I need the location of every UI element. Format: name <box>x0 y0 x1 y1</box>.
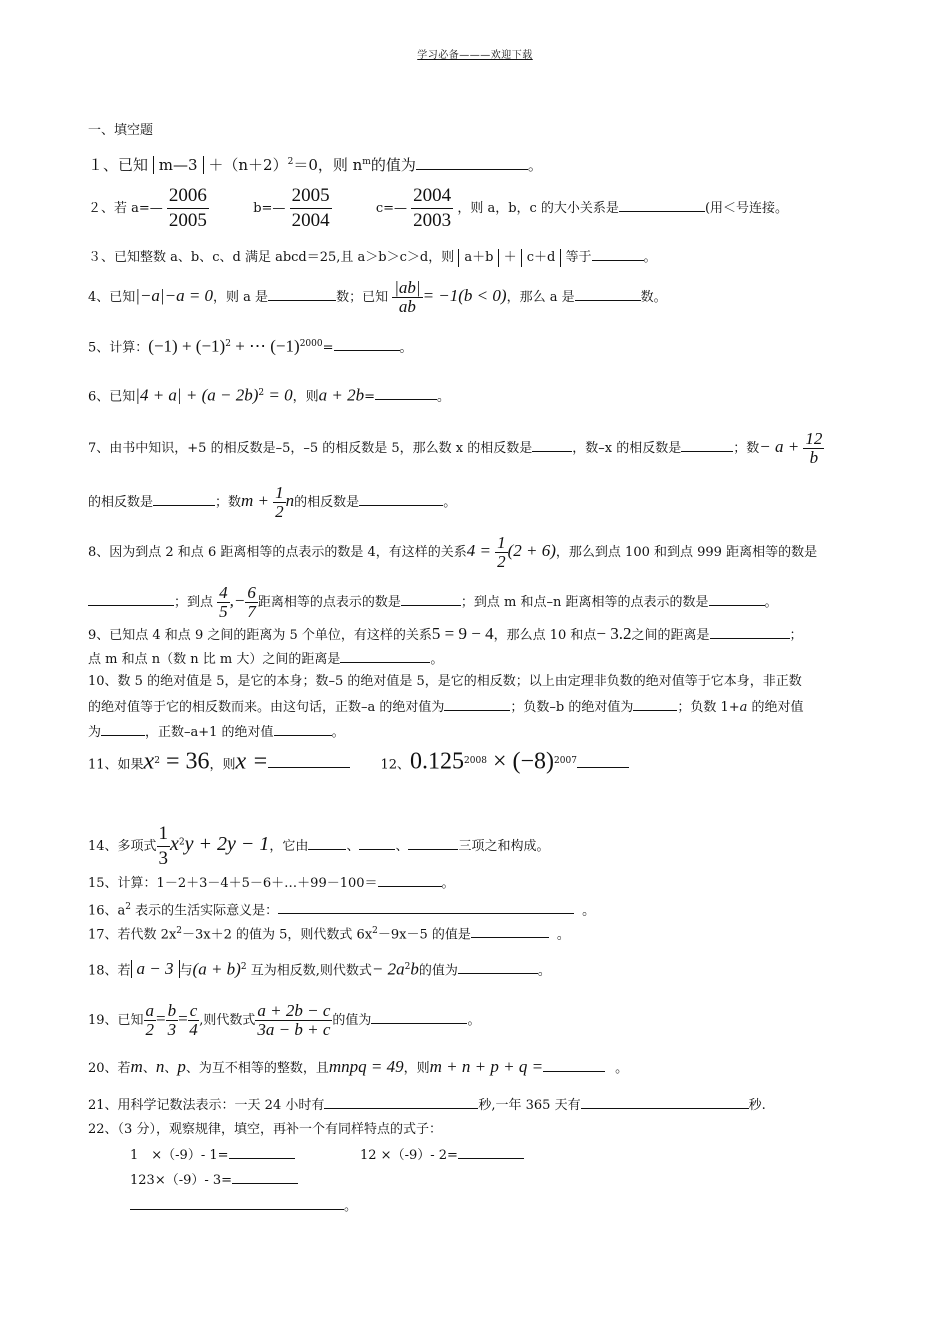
q11-text: 11、如果 <box>88 757 144 773</box>
q5-eq: = <box>322 340 334 356</box>
q20-text-2: 、为互不相等的整数，且 <box>185 1061 329 1076</box>
q14-math-2: y + 2y − 1 <box>184 833 270 855</box>
q18-text-3: 互为相反数,则代数式 <box>246 963 372 979</box>
q22-answer-blank-2[interactable] <box>458 1146 524 1159</box>
question-21 <box>88 1096 766 1115</box>
q2-fraction-a <box>167 184 209 233</box>
q8b-fraction-2 <box>245 584 258 621</box>
q1-abs <box>153 156 204 174</box>
q18-text-2: 与 <box>179 963 193 979</box>
q4-fraction <box>392 279 422 316</box>
q19-eq-1: = <box>156 1009 166 1028</box>
q19-eq-2: = <box>178 1009 188 1028</box>
q22-expr-3: 123×（-9）- 3= <box>130 1173 233 1188</box>
q22-expr-2: 12 ×（-9）- 2= <box>360 1148 458 1163</box>
q14-exp: 2 <box>178 837 185 848</box>
q8-math: 4 = <box>466 541 491 560</box>
denominator: 3a − b + c <box>257 1020 331 1039</box>
q3-text-2: 等于 <box>565 250 592 265</box>
numerator: 12 <box>805 429 823 448</box>
q22-row-3 <box>130 1197 357 1216</box>
q9b-end: 。 <box>430 652 444 667</box>
q9-answer-blank-1[interactable] <box>710 626 790 639</box>
q19-fraction-c <box>188 1002 200 1039</box>
question-4 <box>88 279 667 316</box>
q7-text-2: ，数–x 的相反数是 <box>572 441 682 456</box>
q19-text-3: 的值为 <box>332 1013 372 1028</box>
q3-answer-blank[interactable] <box>592 248 644 261</box>
q22-answer-blank-4[interactable] <box>130 1197 344 1210</box>
q14-answer-blank-1[interactable] <box>308 837 346 850</box>
q20-sep-1: 、 <box>142 1061 156 1076</box>
question-15 <box>88 874 455 893</box>
q10b-var: a <box>739 700 748 715</box>
denominator: 2 <box>275 502 284 521</box>
q19-end: 。 <box>467 1013 481 1028</box>
q4-text-2: ，则 a 是 <box>213 290 269 305</box>
q5-answer-blank[interactable] <box>334 338 400 351</box>
q9-math: 5 = 9 − 4 <box>431 624 494 643</box>
q10c-text: 为 <box>88 725 102 740</box>
question-10-cont <box>88 698 804 717</box>
q20-answer-blank[interactable] <box>543 1059 605 1072</box>
q2-text-d: ，则 a，b，c 的大小关系是 <box>457 201 619 216</box>
question-10-cont-2 <box>88 723 345 742</box>
question-20 <box>88 1058 628 1078</box>
q14-end: 三项之和构成。 <box>458 839 550 854</box>
q21-answer-blank-1[interactable] <box>324 1096 478 1109</box>
q7b-text-3: 的相反数是 <box>294 495 360 510</box>
q6-text: 6、已知 <box>88 389 136 405</box>
q1-text-2: ＋（n＋2） <box>208 156 288 174</box>
question-6 <box>88 384 450 406</box>
q22-expr-1: 1 ×（-9）- 1= <box>130 1148 229 1163</box>
q20-var-p: p <box>177 1057 186 1076</box>
q1-exp: 2 <box>287 157 294 167</box>
q21-end: 秒. <box>748 1098 766 1113</box>
q22-row-1 <box>130 1146 295 1165</box>
question-8 <box>88 534 817 571</box>
q4-answer-blank-2[interactable] <box>575 288 641 301</box>
q14-answer-blank-2[interactable] <box>359 837 395 850</box>
q7-fraction <box>803 430 824 467</box>
question-7 <box>88 430 824 467</box>
question-18 <box>88 958 551 980</box>
q10c-end: 。 <box>331 725 345 740</box>
q3-abs-1 <box>458 249 499 267</box>
q7-math: − a + <box>759 437 800 456</box>
q19-text: 19、已知 <box>88 1013 144 1028</box>
q18-exp-2: 2 <box>404 962 411 972</box>
q14-text-2: ，它由 <box>269 839 309 854</box>
q16-answer-blank[interactable] <box>278 901 574 914</box>
q10c-text-2: ，正数–a+1 的绝对值 <box>145 725 274 740</box>
question-1 <box>88 153 543 174</box>
denominator: 3 <box>158 848 169 869</box>
q10b-text-3: ；负数 1+ <box>677 700 740 715</box>
q8b-text-2: 距离相等的点表示的数是 <box>257 595 401 610</box>
q11-exp: 2 <box>154 756 160 766</box>
q7b-fraction <box>273 484 286 521</box>
q9b-text: 点 m 和点 n（数 n 比 m 大）之间的距离是 <box>88 652 341 667</box>
q4-text-3: 数；已知 <box>336 290 389 305</box>
q17-answer-blank[interactable] <box>471 925 549 938</box>
question-22: 22、（3 分），观察规律，填空，再补一个有同样特点的式子： <box>88 1122 442 1137</box>
q11-math-3: x = <box>235 748 269 775</box>
q14-answer-blank-3[interactable] <box>408 837 458 850</box>
q12-math: 0.125 <box>410 748 465 775</box>
numerator: 1 <box>275 483 284 502</box>
question-7-cont <box>88 484 456 521</box>
q1-text: １、已知 <box>88 156 149 174</box>
q19-fraction-a <box>144 1002 157 1039</box>
numerator: 2006 <box>167 184 209 209</box>
q19-answer-blank[interactable] <box>371 1011 467 1024</box>
q20-math-2: m + n + p + q = <box>429 1057 544 1076</box>
q8-text-2: ，那么到点 100 和到点 999 距离相等的数是 <box>555 545 818 560</box>
q1-end: 。 <box>527 156 543 174</box>
numerator: b <box>167 1001 177 1020</box>
denominator: b <box>809 448 819 467</box>
q7-text-3: ；数 <box>733 441 760 456</box>
numerator: 1 <box>497 533 506 552</box>
q10b-text: 的绝对值等于它的相反数而来。由这句话，正数–a 的绝对值为 <box>88 700 445 715</box>
q8b-text-3: ；到点 m 和点–n 距离相等的点表示的数是 <box>460 595 709 610</box>
denominator: 7 <box>247 602 256 621</box>
q8b-fraction-1 <box>217 584 230 621</box>
q10-answer-blank-3[interactable] <box>101 723 145 736</box>
q20-math: mnpq = 49 <box>328 1057 404 1076</box>
numerator: c <box>189 1001 198 1020</box>
q22-row-1b <box>360 1146 524 1165</box>
q10b-text-4: 的绝对值 <box>747 700 804 715</box>
q10-answer-blank-1[interactable] <box>444 698 510 711</box>
q8b-math: ,− <box>229 591 246 610</box>
q19-fraction-b <box>166 1002 179 1039</box>
q2-fraction-c <box>411 184 453 233</box>
q8-answer-blank-3[interactable] <box>709 593 765 606</box>
q5-end: 。 <box>399 340 413 356</box>
q9-text-3: 之间的距离是 <box>631 628 710 643</box>
q1-text-4: 的值为 <box>370 156 416 174</box>
q8-text: 8、因为到点 2 和点 6 距离相等的点表示的数是 4，有这样的关系 <box>88 545 467 560</box>
page-header: 学习必备———欢迎下载 <box>417 50 533 61</box>
question-19 <box>88 1002 480 1039</box>
q1-text-3: ＝0，则 n <box>293 156 363 174</box>
q18-math: (a + b) <box>192 959 241 979</box>
q20-text-3: ，则 <box>403 1061 430 1076</box>
q6-answer-blank[interactable] <box>375 387 437 400</box>
q18-exp: 2 <box>240 962 247 972</box>
q5-exp-2: 2000 <box>299 339 323 349</box>
q22-end: 。 <box>344 1199 358 1214</box>
q6-math-3: a + 2b <box>318 385 365 405</box>
denominator: 2 <box>497 552 506 571</box>
q19-fraction-expr <box>255 1002 332 1039</box>
q7-text: 7、由书中知识，+5 的相反数是–5，–5 的相反数是 5，那么数 x 的相反数是 <box>88 441 533 456</box>
denominator: 3 <box>167 1020 177 1039</box>
numerator: 6 <box>247 583 256 602</box>
q20-sep-2: 、 <box>164 1061 178 1076</box>
q18-end: 。 <box>537 963 551 979</box>
q21-text: 21、用科学记数法表示：一天 24 小时有 <box>88 1098 325 1113</box>
q2-fraction-b <box>290 184 332 233</box>
q3-end: 。 <box>643 250 657 265</box>
q1-exp-2: m <box>362 157 371 167</box>
q5-math: (−1) + (−1) <box>148 336 226 356</box>
numerator: 1 <box>157 822 171 847</box>
q8-math-2: (2 + 6) <box>507 541 556 560</box>
q10b-text-2: ；负数–b 的绝对值为 <box>510 700 634 715</box>
q7b-end: 。 <box>443 495 457 510</box>
q3-abs-2 <box>521 249 562 267</box>
question-2 <box>88 184 788 233</box>
denominator: 2004 <box>291 210 330 231</box>
q17-end: 。 <box>556 927 570 943</box>
q2-text-c: c=— <box>375 201 408 216</box>
question-8-cont <box>88 584 778 621</box>
question-3 <box>88 248 657 267</box>
q16-text: 16、a <box>88 903 126 919</box>
q9-end: ； <box>789 628 803 643</box>
denominator: 2 <box>145 1020 155 1039</box>
q9-math-2: − 3.2 <box>596 624 632 643</box>
question-9-cont <box>88 650 443 669</box>
numerator: 4 <box>219 583 228 602</box>
q17-text: 17、若代数 2x <box>88 927 177 943</box>
q16-end: 。 <box>582 903 596 919</box>
q14-fraction <box>157 822 171 871</box>
q4-answer-blank-1[interactable] <box>268 288 336 301</box>
q12-math-2: × (−8) <box>486 748 555 775</box>
denominator: 4 <box>189 1020 198 1039</box>
question-14 <box>88 822 549 871</box>
q6-math: |4 + a| + (a − 2b) <box>135 385 259 405</box>
denominator: 5 <box>219 602 228 621</box>
numerator: 2005 <box>290 184 332 209</box>
q7b-math-2: n <box>285 491 295 510</box>
q10-answer-blank-4[interactable] <box>274 723 332 736</box>
q18-text: 18、若 <box>88 963 131 979</box>
q2-text: ２、若 a=— <box>88 201 163 216</box>
q20-var-m: m <box>130 1057 143 1076</box>
numerator: |ab| <box>394 278 421 297</box>
q11-answer-blank[interactable] <box>268 755 350 768</box>
q7b-math: m + <box>241 491 270 510</box>
q4-end: 数。 <box>640 290 667 305</box>
q18-answer-blank[interactable] <box>458 961 538 974</box>
denominator: 2005 <box>168 210 207 231</box>
q5-exp: 2 <box>225 339 231 349</box>
q8-answer-blank-1[interactable] <box>88 593 174 606</box>
q19-text-2: ,则代数式 <box>199 1013 256 1028</box>
section-title: 一、填空题 <box>88 123 154 138</box>
question-5 <box>88 335 413 357</box>
q4-math-1: |−a|−a = 0 <box>135 286 214 305</box>
q10-answer-blank-2[interactable] <box>633 698 677 711</box>
q18-math-3: b <box>410 959 419 979</box>
q7b-text: 的相反数是 <box>88 495 154 510</box>
numerator: 2004 <box>411 184 453 209</box>
q18-abs: a − 3 <box>131 960 180 978</box>
q14-sep-2: 、 <box>395 839 409 854</box>
q6-eq: = <box>364 389 375 405</box>
q6-end: 。 <box>437 389 451 405</box>
q12-answer-blank[interactable] <box>577 755 629 768</box>
q8b-text: ；到点 <box>174 595 214 610</box>
q7b-text-2: ；数 <box>215 495 242 510</box>
numerator: a <box>145 1001 155 1020</box>
q1-abs-expr: m—3 <box>158 156 198 174</box>
q17-exp-2: 2 <box>372 926 378 936</box>
q11-math-2: = 36 <box>159 748 210 775</box>
q15-end: 。 <box>441 876 455 891</box>
q14-math: x <box>170 833 179 855</box>
q22-row-2 <box>130 1171 298 1190</box>
q21-answer-blank-2[interactable] <box>581 1096 749 1109</box>
q8-fraction <box>495 534 508 571</box>
question-17 <box>88 922 570 944</box>
q6-exp: 2 <box>258 388 265 398</box>
q1-answer-blank[interactable] <box>416 157 528 170</box>
q16-exp: 2 <box>125 902 132 912</box>
q7-answer-blank-2[interactable] <box>681 439 733 452</box>
q3-text: ３、已知整数 a、b、c、d 满足 abcd＝25,且 a＞b＞c＞d，则 <box>88 250 455 265</box>
question-9 <box>88 625 803 645</box>
q3-abs-expr-1: a＋b <box>464 250 494 265</box>
q5-text: 5、计算： <box>88 340 149 356</box>
q2-answer-blank[interactable] <box>619 199 705 212</box>
question-16 <box>88 898 595 920</box>
q15-text: 15、计算：1－2＋3－4＋5－6＋…＋99－100＝ <box>88 876 378 891</box>
q6-text-2: ，则 <box>292 389 319 405</box>
q20-var-n: n <box>155 1057 165 1076</box>
q20-end: 。 <box>615 1061 629 1076</box>
q11-text-2: ，则 <box>209 757 236 773</box>
q2-text-b: b=— <box>253 201 286 216</box>
q22-answer-blank-1[interactable] <box>229 1146 295 1159</box>
q8-answer-blank-2[interactable] <box>401 593 461 606</box>
q17-exp: 2 <box>176 926 183 936</box>
q7-answer-blank-1[interactable] <box>532 439 572 452</box>
q14-text: 14、多项式 <box>88 839 157 854</box>
q9-answer-blank-2[interactable] <box>340 650 430 663</box>
q5-math-2: + ⋯ (−1) <box>230 336 300 356</box>
q18-text-4: 的值为 <box>418 963 458 979</box>
q3-abs-expr-2: c＋d <box>526 250 556 265</box>
q11-math: x <box>143 748 155 775</box>
question-11-12 <box>88 748 629 775</box>
q9-text-2: ，那么点 10 和点 <box>493 628 597 643</box>
q12-exp-2: 2007 <box>554 756 577 766</box>
q2-text-e: (用＜号连接。 <box>704 201 789 216</box>
q15-answer-blank[interactable] <box>378 874 442 887</box>
q17-text-3: －9x－5 的值是 <box>377 927 471 943</box>
q8b-end: 。 <box>764 595 778 610</box>
q4-text-4: ，那么 a 是 <box>506 290 575 305</box>
numerator: a + 2b − c <box>257 1001 331 1020</box>
q6-math-2: = 0 <box>264 385 293 405</box>
q7-answer-blank-4[interactable] <box>359 493 443 506</box>
q4-text: 4、已知 <box>88 290 136 305</box>
q4-math-2: = −1(b < 0) <box>422 286 507 305</box>
q21-text-2: 秒,一年 365 天有 <box>478 1098 581 1113</box>
denominator: ab <box>398 297 416 316</box>
q12-text: 12、 <box>380 757 411 773</box>
q20-text: 20、若 <box>88 1061 131 1076</box>
denominator: 2003 <box>413 210 452 231</box>
question-10: 10、数 5 的绝对值是 5，是它的本身；数–5 的绝对值是 5，是它的相反数；以上由定理非负数的绝对值等于它本身，非正数 <box>88 674 802 689</box>
q18-math-2: − 2a <box>371 959 405 979</box>
q16-text-2: 表示的生活实际意义是： <box>131 903 279 919</box>
q7-answer-blank-3[interactable] <box>153 493 215 506</box>
q17-text-2: －3x＋2 的值为 5，则代数式 6x <box>182 927 373 943</box>
q3-plus: ＋ <box>503 250 517 265</box>
q9-text: 9、已知点 4 和点 9 之间的距离为 5 个单位，有这样的关系 <box>88 628 432 643</box>
q22-answer-blank-3[interactable] <box>232 1171 298 1184</box>
q14-sep-1: 、 <box>346 839 360 854</box>
q12-exp: 2008 <box>464 756 487 766</box>
